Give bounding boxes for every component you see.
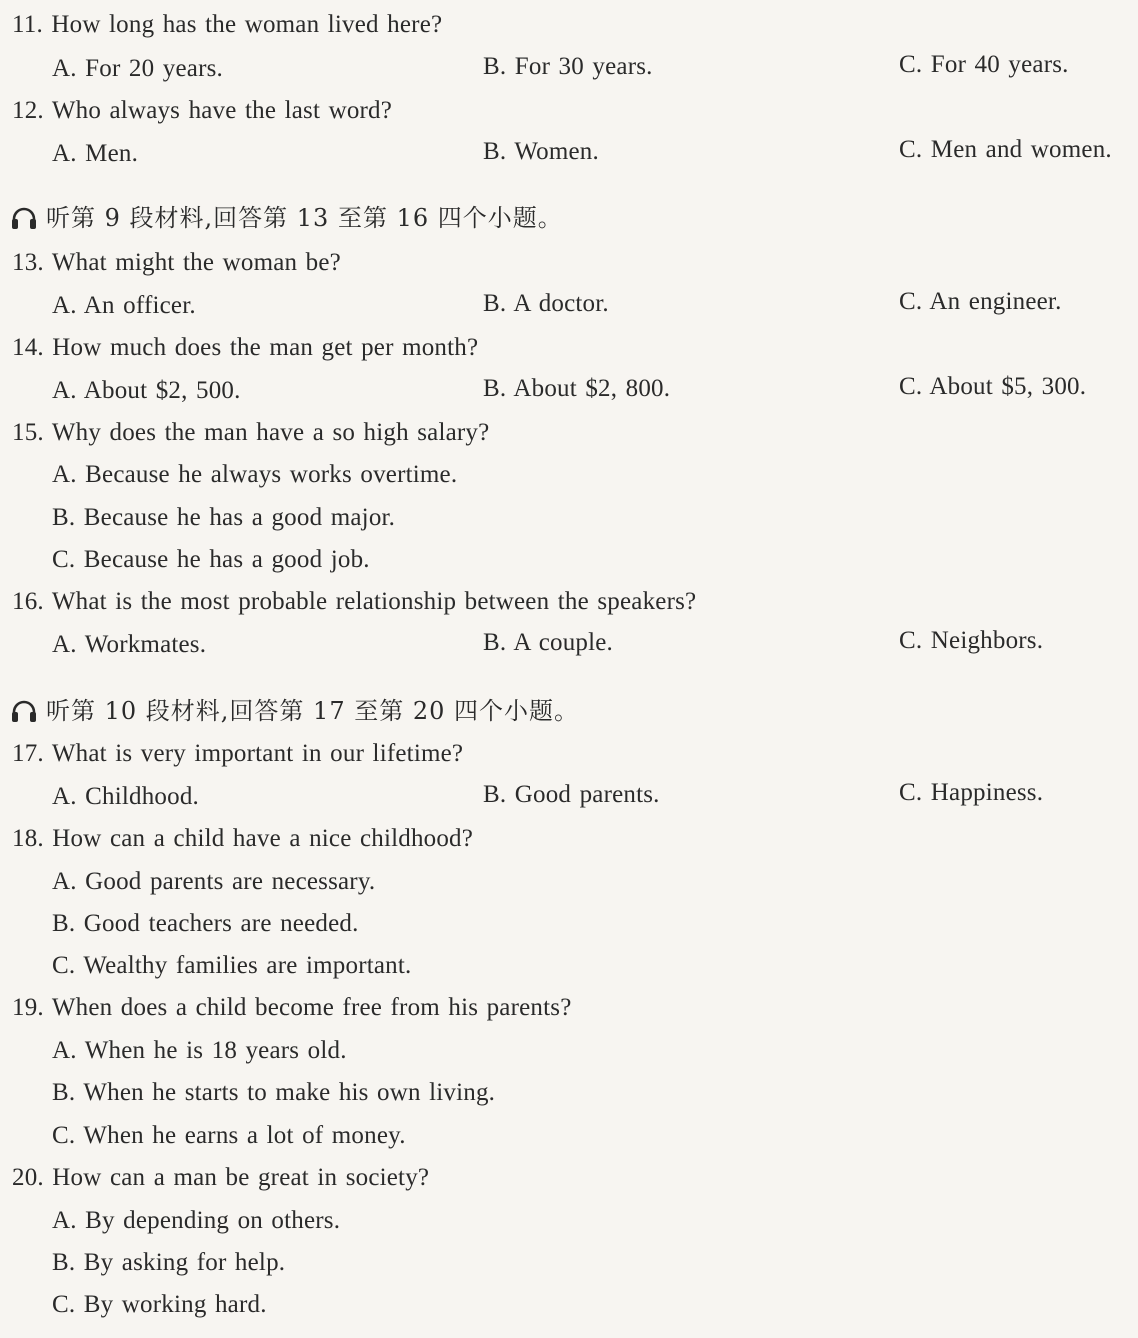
q18-option-c: C. Wealthy families are important. (52, 952, 412, 979)
q17-option-c: C. Happiness. (899, 779, 1044, 806)
q12-option-a: A. Men. (52, 140, 139, 167)
question-20: 20. How can a man be great in society? (12, 1164, 430, 1191)
question-15: 15. Why does the man have a so high salary? (12, 419, 490, 446)
headphones-icon (10, 206, 38, 230)
q20-option-a: A. By depending on others. (52, 1207, 341, 1234)
question-16: 16. What is the most probable relationship between the speakers? (12, 588, 697, 615)
q14-option-a: A. About $2, 500. (52, 377, 241, 404)
q15-option-a: A. Because he always works overtime. (52, 461, 458, 488)
q13-option-c: C. An engineer. (899, 288, 1062, 315)
q14-option-b: B. About $2, 800. (483, 375, 671, 402)
q17-option-a: A. Childhood. (52, 783, 199, 810)
question-14: 14. How much does the man get per month? (12, 334, 479, 361)
q18-option-b: B. Good teachers are needed. (52, 910, 359, 937)
q19-option-b: B. When he starts to make his own living. (52, 1079, 496, 1106)
q12-option-b: B. Women. (483, 138, 599, 165)
section-10-header (10, 696, 579, 726)
q13-option-a: A. An officer. (52, 292, 196, 319)
q11-option-c: C. For 40 years. (899, 51, 1069, 78)
q16-option-a: A. Workmates. (52, 631, 207, 658)
question-12: 12. Who always have the last word? (12, 97, 393, 124)
section-9-header (10, 203, 563, 233)
section-9-title: 听第 9 段材料,回答第 13 至第 16 四个小题。 (46, 204, 563, 232)
q20-option-b: B. By asking for help. (52, 1249, 286, 1276)
question-18: 18. How can a child have a nice childhood? (12, 825, 474, 852)
question-13: 13. What might the woman be? (12, 249, 341, 276)
question-19: 19. When does a child become free from his parents? (12, 994, 572, 1021)
q12-option-c: C. Men and women. (899, 136, 1112, 163)
section-10-title: 听第 10 段材料,回答第 17 至第 20 四个小题。 (46, 697, 580, 725)
q19-option-a: A. When he is 18 years old. (52, 1037, 347, 1064)
q16-option-b: B. A couple. (483, 629, 614, 656)
q17-option-b: B. Good parents. (483, 781, 660, 808)
question-11: 11. How long has the woman lived here? (12, 11, 443, 38)
q11-option-b: B. For 30 years. (483, 53, 653, 80)
q18-option-a: A. Good parents are necessary. (52, 868, 376, 895)
question-17: 17. What is very important in our lifetime? (12, 740, 464, 767)
q13-option-b: B. A doctor. (483, 290, 609, 317)
q15-option-b: B. Because he has a good major. (52, 504, 396, 531)
q15-option-c: C. Because he has a good job. (52, 546, 370, 573)
q16-option-c: C. Neighbors. (899, 627, 1044, 654)
q11-option-a: A. For 20 years. (52, 55, 223, 82)
q20-option-c: C. By working hard. (52, 1291, 267, 1318)
q19-option-c: C. When he earns a lot of money. (52, 1122, 406, 1149)
q14-option-c: C. About $5, 300. (899, 373, 1087, 400)
headphones-icon (10, 699, 38, 723)
